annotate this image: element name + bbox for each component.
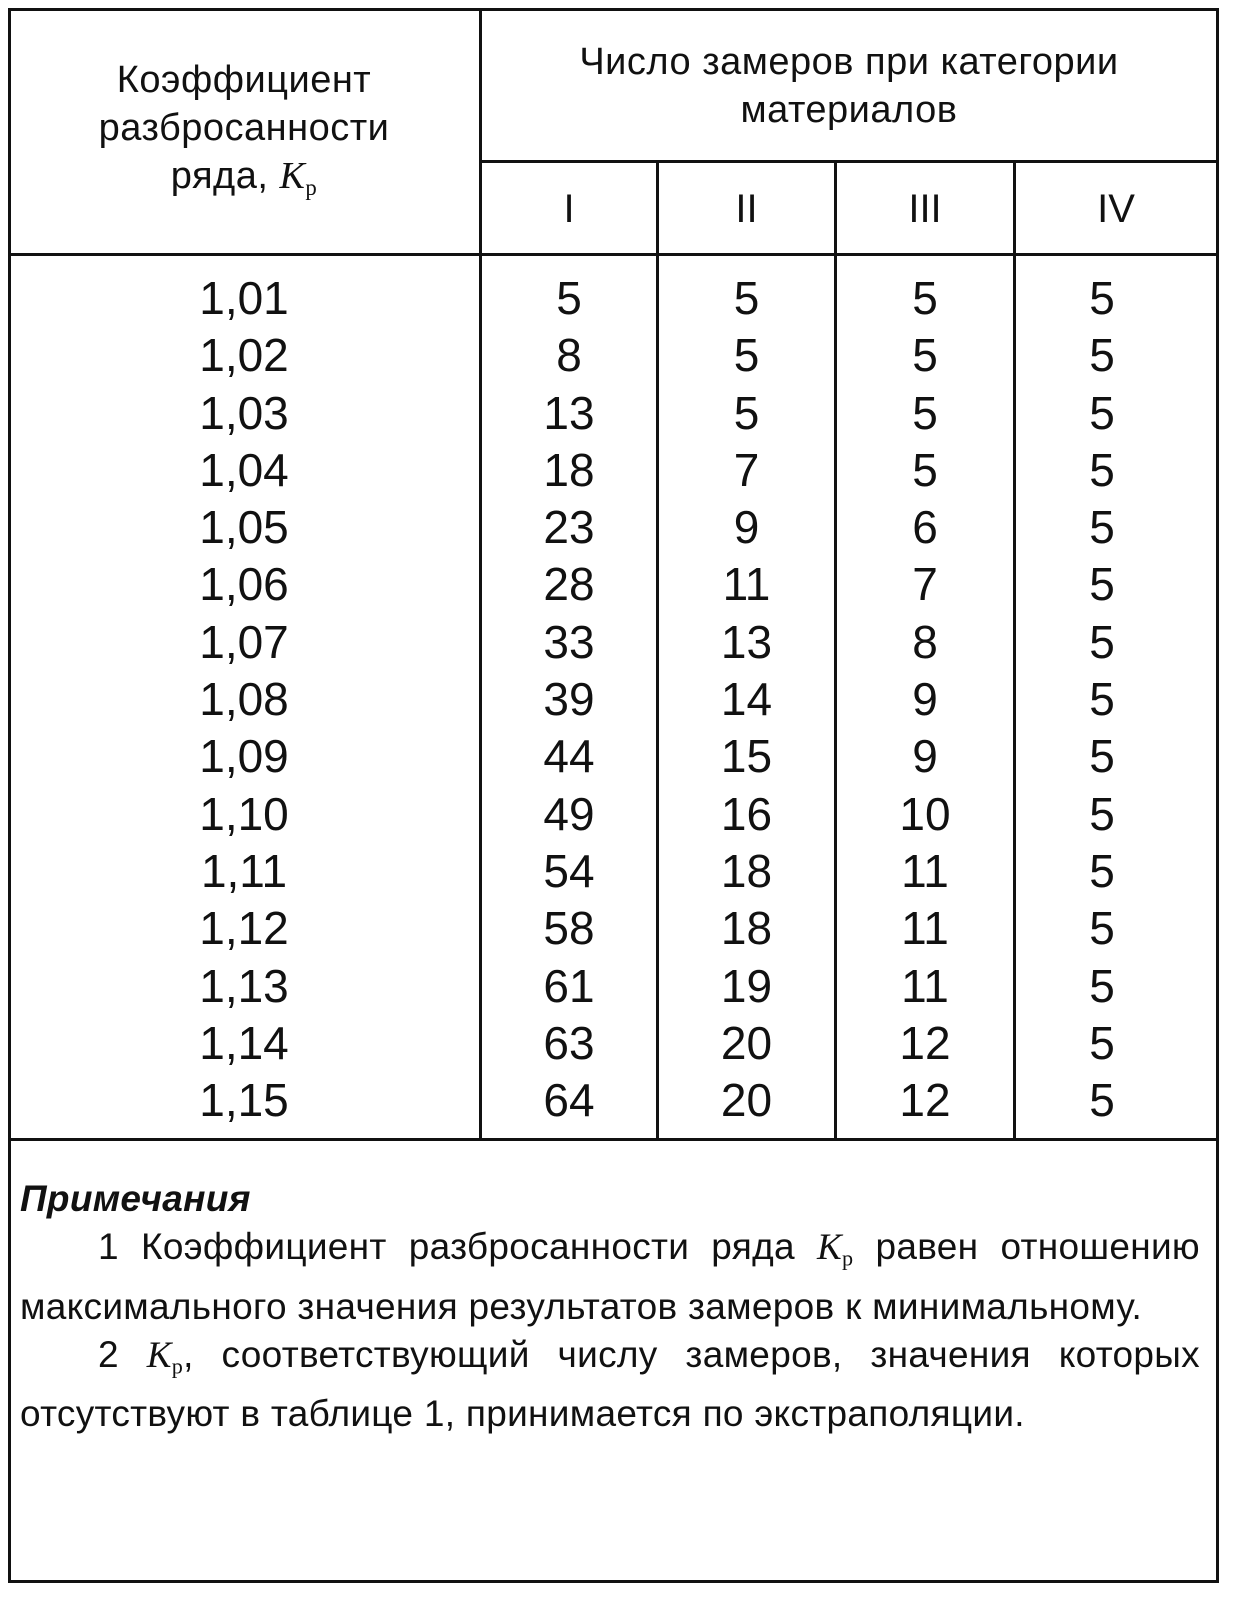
category-I-cell: 28 xyxy=(543,558,595,611)
category-IV-cell: 5 xyxy=(1089,443,1115,496)
note-2 xyxy=(20,1331,1200,1439)
category-III-cell: 9 xyxy=(912,730,938,783)
group-header-line1: Число замеров при категории xyxy=(579,41,1119,83)
note-1-k-symbol: K xyxy=(816,1227,842,1268)
category-I-cell: 54 xyxy=(543,844,595,897)
header-group-divider xyxy=(482,160,1219,163)
category-I-cell: 61 xyxy=(543,959,595,1012)
coefficient-cell: 1,10 xyxy=(199,787,289,840)
coefficient-cell: 1,01 xyxy=(199,272,289,324)
coefficient-cell: 1,14 xyxy=(199,1016,289,1069)
category-IV-header: IV xyxy=(1097,187,1135,231)
category-II-cell: 19 xyxy=(720,959,773,1012)
category-I-cell: 5 xyxy=(556,272,582,324)
notes-title: Примечания xyxy=(20,1178,251,1219)
category-III-cell: 11 xyxy=(901,959,949,1012)
notes-section xyxy=(20,1175,1200,1438)
category-III-cell: 8 xyxy=(912,615,938,668)
coefficient-header-line2: разбросанности xyxy=(98,107,390,149)
category-II-cell: 18 xyxy=(720,844,773,897)
coefficient-cell: 1,06 xyxy=(199,558,289,611)
coefficient-cell: 1,12 xyxy=(199,902,289,955)
category-II-cell: 13 xyxy=(720,615,773,668)
category-II-cell: 5 xyxy=(733,329,760,382)
note-2-text-before: 2 xyxy=(98,1333,147,1375)
category-I-cell: 8 xyxy=(556,329,582,382)
category-I-column xyxy=(482,270,656,1129)
category-III-column xyxy=(837,270,1013,1129)
category-IV-cell: 5 xyxy=(1089,1016,1115,1069)
category-II-cell: 7 xyxy=(733,443,760,496)
category-I-cell: 23 xyxy=(543,501,595,554)
category-III-cell: 7 xyxy=(912,558,938,611)
coefficient-cell: 1,09 xyxy=(199,730,289,783)
category-IV-cell: 5 xyxy=(1089,1074,1115,1127)
category-I-cell: 44 xyxy=(543,730,595,783)
category-II-cell: 5 xyxy=(733,272,760,324)
coefficient-header-prefix: ряда, xyxy=(170,155,280,197)
category-I-cell: 64 xyxy=(543,1074,595,1127)
category-II-cell: 11 xyxy=(722,558,771,611)
category-III-cell: 9 xyxy=(912,673,938,726)
category-II-cell: 14 xyxy=(720,673,773,726)
category-IV-column xyxy=(1016,270,1188,1129)
category-I-cell: 63 xyxy=(543,1016,595,1069)
coefficient-header-line3 xyxy=(10,152,478,212)
measurements-group-header xyxy=(482,38,1216,134)
category-I-cell: 49 xyxy=(543,787,595,840)
k-subscript: р xyxy=(305,174,318,200)
category-IV-cell: 5 xyxy=(1089,386,1115,439)
k-symbol: K xyxy=(279,155,306,197)
coefficient-cell: 1,07 xyxy=(199,615,289,668)
category-IV-cell: 5 xyxy=(1089,272,1115,324)
note-1 xyxy=(20,1223,1200,1331)
category-IV-cell: 5 xyxy=(1089,730,1115,783)
category-IV-cell: 5 xyxy=(1089,787,1115,840)
category-II-cell: 20 xyxy=(720,1016,773,1069)
category-I-cell: 39 xyxy=(543,673,595,726)
category-II-cell: 9 xyxy=(733,501,760,554)
category-IV-cell: 5 xyxy=(1089,673,1115,726)
category-III-cell: 12 xyxy=(899,1074,951,1127)
category-I-cell: 13 xyxy=(543,386,595,439)
category-III-cell: 12 xyxy=(899,1016,951,1069)
category-II-cell: 16 xyxy=(720,787,773,840)
category-II-cell: 18 xyxy=(720,902,773,955)
note-1-text-after: равен отношению максимального значения результатов замеров к минимальному. xyxy=(20,1226,1200,1327)
coefficient-cell: 1,02 xyxy=(199,329,289,382)
category-II-cell: 20 xyxy=(720,1074,773,1127)
coefficient-cell: 1,03 xyxy=(199,386,289,439)
category-II-cell: 5 xyxy=(733,386,760,439)
note-1-k-subscript: р xyxy=(841,1245,854,1271)
category-I-cell: 18 xyxy=(543,443,595,496)
coefficient-cell: 1,08 xyxy=(199,673,289,726)
note-2-text-after: , соответствующий числу замеров, значения которых отсутствуют в таблице 1, принимается по экстраполяции. xyxy=(20,1333,1200,1435)
notes-divider xyxy=(8,1138,1219,1141)
category-III-cell: 5 xyxy=(912,329,938,382)
note-2-k-symbol: K xyxy=(146,1334,172,1376)
coefficient-column xyxy=(10,270,478,1129)
coefficient-cell: 1,04 xyxy=(199,443,289,496)
category-III-cell: 11 xyxy=(901,844,949,897)
category-III-cell: 5 xyxy=(912,272,938,324)
coefficient-cell: 1,11 xyxy=(200,844,288,897)
category-III-header: III xyxy=(908,187,942,231)
header-bottom-divider xyxy=(8,253,1219,256)
category-IV-cell: 5 xyxy=(1089,615,1115,668)
category-I-cell: 33 xyxy=(543,615,595,668)
category-IV-cell: 5 xyxy=(1089,959,1115,1012)
category-IV-cell: 5 xyxy=(1089,501,1115,554)
category-III-cell: 6 xyxy=(912,501,938,554)
group-header-line2: материалов xyxy=(740,89,958,131)
category-IV-cell: 5 xyxy=(1089,902,1115,955)
coefficient-cell: 1,15 xyxy=(199,1074,289,1127)
category-I-header: I xyxy=(563,187,575,231)
coefficient-cell: 1,05 xyxy=(199,501,289,554)
coefficient-cell: 1,13 xyxy=(199,959,289,1012)
category-III-cell: 10 xyxy=(899,787,951,840)
coefficient-header-line1: Коэффициент xyxy=(116,59,372,101)
category-IV-cell: 5 xyxy=(1089,844,1115,897)
category-II-cell: 15 xyxy=(720,730,773,783)
category-II-header: II xyxy=(735,187,758,231)
category-III-cell: 5 xyxy=(912,386,938,439)
note-1-text-before: 1 Коэффициент разбросанности ряда xyxy=(98,1226,817,1267)
category-I-cell: 58 xyxy=(543,902,595,955)
category-II-column xyxy=(659,270,834,1129)
category-IV-cell: 5 xyxy=(1089,558,1115,611)
category-III-cell: 11 xyxy=(901,902,949,955)
category-IV-cell: 5 xyxy=(1089,329,1115,382)
note-2-k-subscript: р xyxy=(171,1353,184,1379)
coefficient-header xyxy=(10,56,478,212)
category-III-cell: 5 xyxy=(912,443,938,496)
